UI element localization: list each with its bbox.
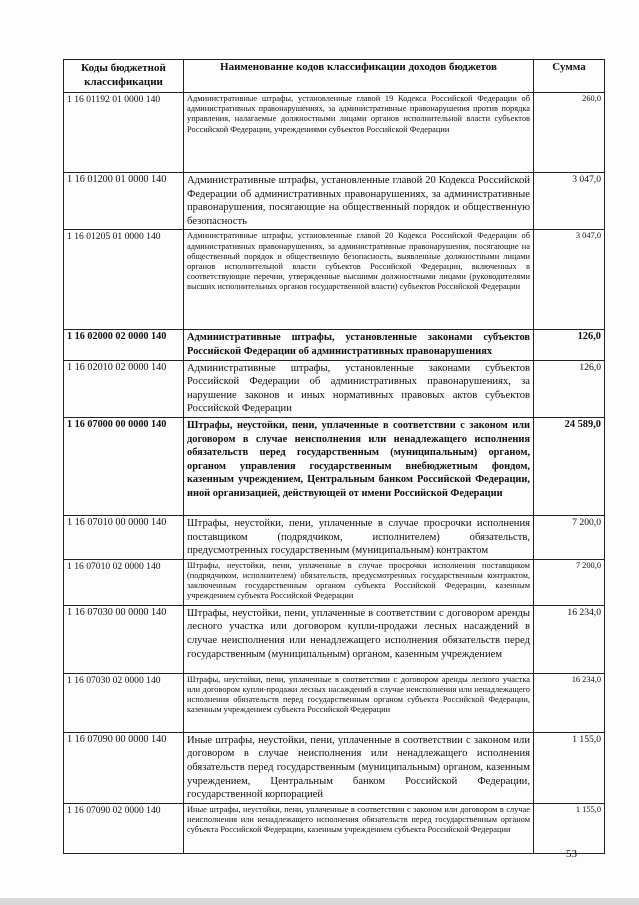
budget-revenue-table (63, 59, 605, 854)
row-sum: 16 234,0 (534, 673, 605, 732)
table-row (64, 417, 605, 515)
row-code: 1 16 07010 00 0000 140 (64, 515, 184, 559)
column-header-name: Наименование кодов классификации доходов бюджетов (184, 60, 534, 93)
table-header-row (64, 60, 605, 93)
row-name: Иные штрафы, неустойки, пени, уплаченные в соответствии с законом или договором в случае неисполнения или ненадлежащего исполнения обязательств перед государственным (муниципальным) органом, казенным учреждением, Центральным банком Российской Федерации, государственной корпорацией (184, 732, 534, 803)
page-number: 53 (566, 848, 577, 860)
row-sum: 126,0 (534, 360, 605, 417)
row-name: Административные штрафы, установленные главой 20 Кодекса Российской Федерации об административных правонарушениях, за административные правонарушения, посягающие на общественный порядок и общественную безопасность, выявленные должностными лицами органов исполнительной власти субъектов Российской Федерации, включенных в соответствующие перечни, утвержденные высшими должностными лицами (руководителями высших исполнительных органов государственной власти) субъектов Российской Федерации (184, 230, 534, 330)
column-header-code: Коды бюджетной классификации (64, 60, 184, 93)
row-sum: 1 155,0 (534, 803, 605, 853)
row-name: Штрафы, неустойки, пени, уплаченные в случае просрочки исполнения поставщиком (подрядчиком, исполнителем) обязательств, предусмотренных государственным (муниципальным) контрактом (184, 515, 534, 559)
row-sum: 24 589,0 (534, 417, 605, 515)
row-name: Штрафы, неустойки, пени, уплаченные в соответствии с законом или договором в случае неисполнения или ненадлежащего исполнения обязательств перед государственным (муниципальным) органом, органом управления государственным внебюджетным фондом, казенным учреждением, Центральным банком Российской Федерации, иной организацией, действующей от имени Российской Федерации (184, 417, 534, 515)
table-row (64, 173, 605, 230)
row-sum: 1 155,0 (534, 732, 605, 803)
scan-edge-shadow (0, 898, 639, 905)
row-name: Штрафы, неустойки, пени, уплаченные в соответствии с договором аренды лесного участка или договором купли-продажи лесных насаждений в случае неисполнения или ненадлежащего исполнения обязательств перед государственным органом субъекта Российской Федерации, казенным учреждением субъекта Российской Федерации (184, 673, 534, 732)
table-row (64, 330, 605, 360)
table-row (64, 93, 605, 173)
table-row (64, 605, 605, 673)
row-name: Штрафы, неустойки, пени, уплаченные в случае просрочки исполнения поставщиком (подрядчиком, исполнителем) обязательств, предусмотренных государственным контрактом, заключенным государственным органом субъекта Российской Федерации, казенным учреждением субъекта Российской Федерации (184, 559, 534, 605)
row-code: 1 16 01192 01 0000 140 (64, 93, 184, 173)
row-name: Иные штрафы, неустойки, пени, уплаченные в соответствии с законом или договором в случае неисполнения или ненадлежащего исполнения обязательств перед государственным органом субъекта Российской Федерации, казенным учреждением субъекта Российской Федерации (184, 803, 534, 853)
row-code: 1 16 07030 02 0000 140 (64, 673, 184, 732)
row-name: Административные штрафы, установленные главой 20 Кодекса Российской Федерации об административных правонарушениях, за административные правонарушения, посягающие на общественный порядок и общественную безопасность (184, 173, 534, 230)
row-code: 1 16 07010 02 0000 140 (64, 559, 184, 605)
row-code: 1 16 07030 00 0000 140 (64, 605, 184, 673)
row-sum: 7 200,0 (534, 559, 605, 605)
row-sum: 126,0 (534, 330, 605, 360)
row-code: 1 16 01205 01 0000 140 (64, 230, 184, 330)
row-code: 1 16 01200 01 0000 140 (64, 173, 184, 230)
row-sum: 16 234,0 (534, 605, 605, 673)
row-code: 1 16 02000 02 0000 140 (64, 330, 184, 360)
row-sum: 260,0 (534, 93, 605, 173)
row-sum: 3 047,0 (534, 173, 605, 230)
table-row (64, 732, 605, 803)
row-code: 1 16 07090 02 0000 140 (64, 803, 184, 853)
table-row (64, 230, 605, 330)
table-row (64, 515, 605, 559)
row-sum: 7 200,0 (534, 515, 605, 559)
row-code: 1 16 02010 02 0000 140 (64, 360, 184, 417)
table-row (64, 673, 605, 732)
row-name: Административные штрафы, установленные главой 19 Кодекса Российской Федерации об административных правонарушениях, за административные правонарушения против порядка управления, налагаемые должностными лицами органов исполнительной власти субъектов Российской Федерации, учреждениями субъектов Российской Федерации (184, 93, 534, 173)
row-name: Административные штрафы, установленные законами субъектов Российской Федерации об административных правонарушениях (184, 330, 534, 360)
table-row (64, 360, 605, 417)
table-row (64, 803, 605, 853)
row-name: Административные штрафы, установленные законами субъектов Российской Федерации об административных правонарушениях, за нарушение законов и иных нормативных правовых актов субъектов Российской Федерации (184, 360, 534, 417)
row-code: 1 16 07090 00 0000 140 (64, 732, 184, 803)
row-code: 1 16 07000 00 0000 140 (64, 417, 184, 515)
table-row (64, 559, 605, 605)
row-sum: 3 047,0 (534, 230, 605, 330)
row-name: Штрафы, неустойки, пени, уплаченные в соответствии с договором аренды лесного участка или договором купли-продажи лесных насаждений в случае неисполнения или ненадлежащего исполнения обязательств перед государственным (муниципальным) органом, казенным учреждением (184, 605, 534, 673)
column-header-sum: Сумма (534, 60, 605, 93)
